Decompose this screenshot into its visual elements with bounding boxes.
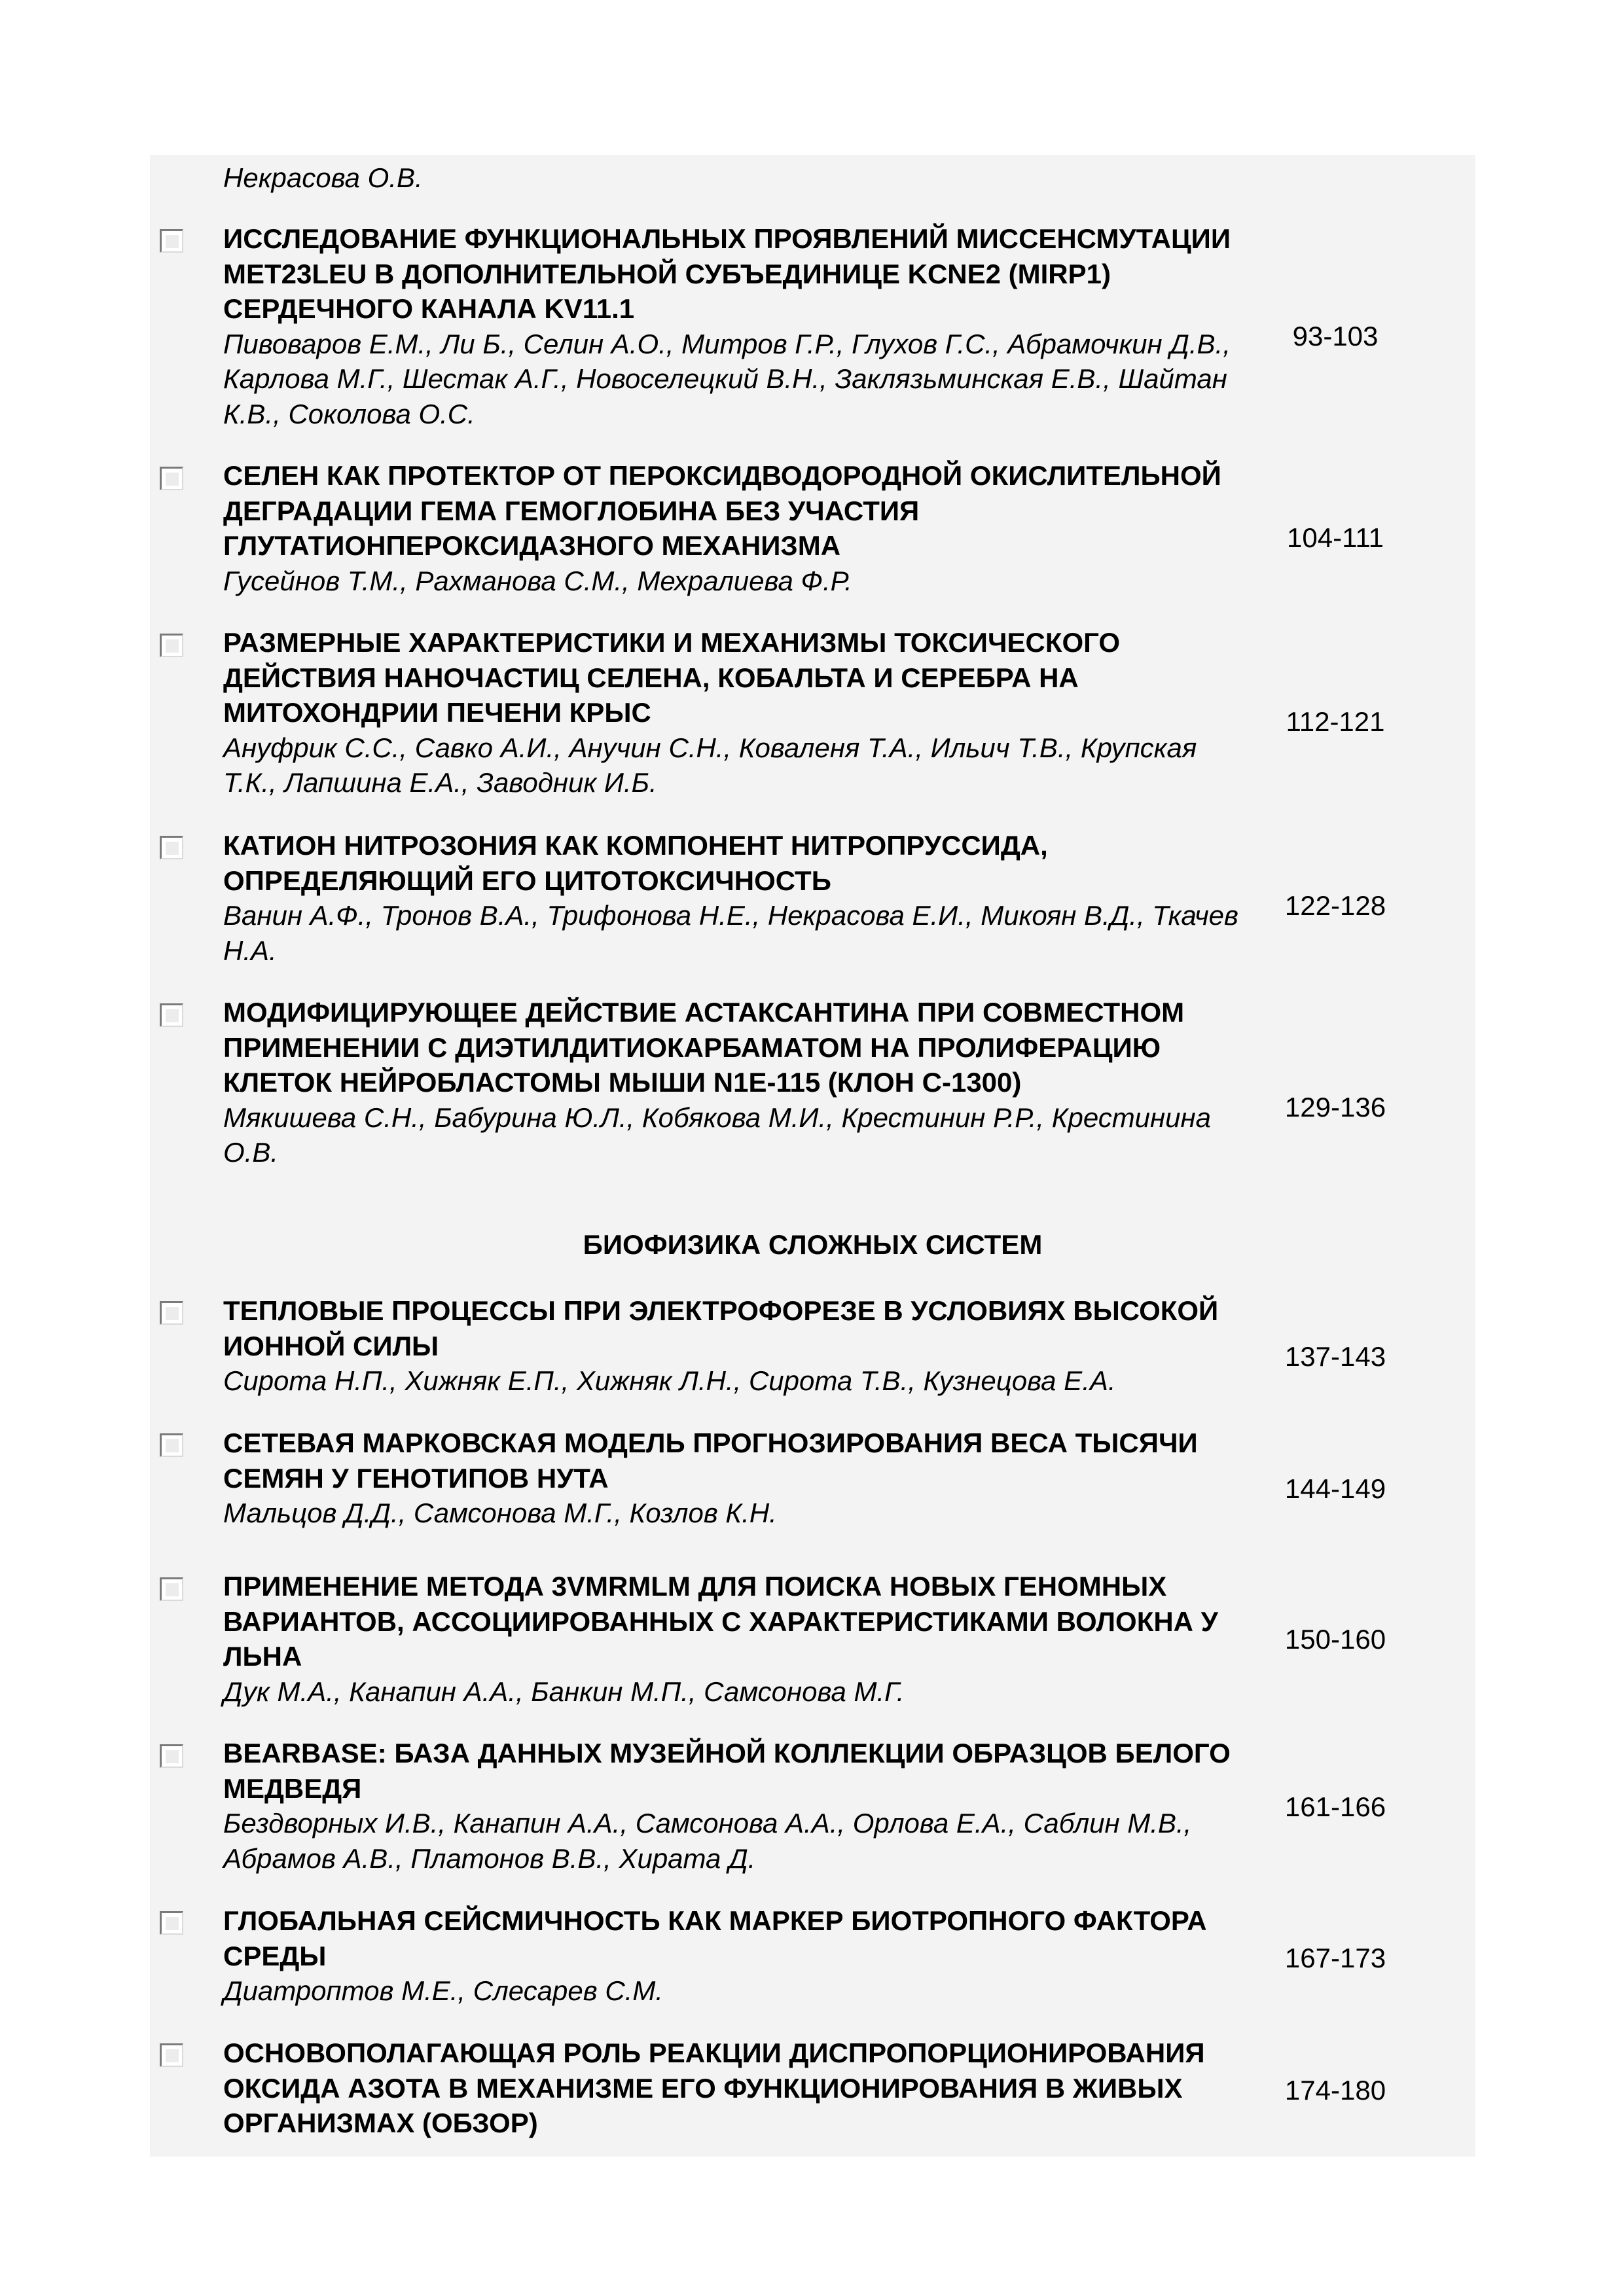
entry-checkbox[interactable] [160,229,183,253]
page-range: 167-173 [1284,1943,1386,1973]
article-title[interactable]: ПРИМЕНЕНИЕ МЕТОДА 3VMRMLM ДЛЯ ПОИСКА НОВЫХ ГЕНОМНЫХ ВАРИАНТОВ, АССОЦИИРОВАННЫХ С ХАРАКТЕРИСТИКАМИ ВОЛОКНА У ЛЬНА [223,1571,1218,1672]
article-authors: Мякишева С.Н., Бабурина Ю.Л., Кобякова М.И., Крестинин Р.Р., Крестинина О.В. [223,1102,1211,1168]
article-authors: Дук М.А., Канапин А.А., Банкин М.П., Самсонова М.Г. [223,1676,905,1707]
article-authors: Сирота Н.П., Хижняк Е.П., Хижняк Л.Н., Сирота Т.В., Кузнецова Е.А. [223,1365,1116,1396]
article-title[interactable]: ИССЛЕДОВАНИЕ ФУНКЦИОНАЛЬНЫХ ПРОЯВЛЕНИЙ МИССЕНСМУТАЦИИ MET23LEU В ДОПОЛНИТЕЛЬНОЙ СУБЪЕДИНИЦЕ KCNE2 (MIRP1) СЕРДЕЧНОГО КАНАЛА KV11.1 [223,223,1231,324]
entry-checkbox[interactable] [160,634,183,657]
toc-entry [223,1426,1244,1531]
article-title[interactable]: РАЗМЕРНЫЕ ХАРАКТЕРИСТИКИ И МЕХАНИЗМЫ ТОКСИЧЕСКОГО ДЕЙСТВИЯ НАНОЧАСТИЦ СЕЛЕНА, КОБАЛЬТА И СЕРЕБРА НА МИТОХОНДРИИ ПЕЧЕНИ КРЫС [223,627,1121,728]
page-range: 144-149 [1284,1473,1386,1504]
article-title[interactable]: BEARBASE: БАЗА ДАННЫХ МУЗЕЙНОЙ КОЛЛЕКЦИИ ОБРАЗЦОВ БЕЛОГО МЕДВЕДЯ [223,1738,1231,1804]
page-range: 174-180 [1284,2075,1386,2106]
article-title[interactable]: СЕТЕВАЯ МАРКОВСКАЯ МОДЕЛЬ ПРОГНОЗИРОВАНИЯ ВЕСА ТЫСЯЧИ СЕМЯН У ГЕНОТИПОВ НУТА [223,1427,1198,1494]
page-range: 150-160 [1284,1624,1386,1655]
article-authors: Мальцов Д.Д., Самсонова М.Г., Козлов К.Н. [223,1498,777,1528]
article-authors: Ванин А.Ф., Тронов В.А., Трифонова Н.Е., Некрасова Е.И., Микоян В.Д., Ткачев Н.А. [223,900,1238,966]
section-heading: БИОФИЗИКА СЛОЖНЫХ СИСТЕМ [583,1229,1043,1260]
toc-entry [223,458,1244,598]
toc-entry [223,2036,1244,2141]
article-title[interactable]: ТЕПЛОВЫЕ ПРОЦЕССЫ ПРИ ЭЛЕКТРОФОРЕЗЕ В УСЛОВИЯХ ВЫСОКОЙ ИОННОЙ СИЛЫ [223,1295,1219,1361]
toc-entry [223,1736,1244,1876]
article-title[interactable]: СЕЛЕН КАК ПРОТЕКТОР ОТ ПЕРОКСИДВОДОРОДНОЙ ОКИСЛИТЕЛЬНОЙ ДЕГРАДАЦИИ ГЕМА ГЕМОГЛОБИНА БЕЗ УЧАСТИЯ ГЛУТАТИОНПЕРОКСИДАЗНОГО МЕХАНИЗМА [223,460,1221,561]
article-authors: Бездворных И.В., Канапин А.А., Самсонова А.А., Орлова Е.А., Саблин М.В., Абрамов А.В., Платонов В.В., Хирата Д. [223,1808,1192,1874]
toc-entry [223,1903,1244,2009]
article-authors: Пивоваров Е.М., Ли Б., Селин А.О., Митров Г.Р., Глухов Г.С., Абрамочкин Д.В., Карлова М.Г., Шестак А.Г., Новоселецкий В.Н., Заклязьминская Е.В., Шайтан К.В., Соколова О.С. [223,328,1231,429]
page-range: 104-111 [1287,522,1384,553]
toc-entry [223,828,1244,968]
entry-checkbox[interactable] [160,1577,183,1601]
article-title[interactable]: КАТИОН НИТРОЗОНИЯ КАК КОМПОНЕНТ НИТРОПРУССИДА, ОПРЕДЕЛЯЮЩИЙ ЕГО ЦИТОТОКСИЧНОСТЬ [223,830,1048,896]
entry-checkbox[interactable] [160,836,183,859]
toc-entry [223,995,1244,1170]
toc-entry [223,1293,1244,1399]
toc-entry [223,625,1244,800]
entry-checkbox[interactable] [160,1911,183,1935]
article-title[interactable]: МОДИФИЦИРУЮЩЕЕ ДЕЙСТВИЕ АСТАКСАНТИНА ПРИ СОВМЕСТНОМ ПРИМЕНЕНИИ С ДИЭТИЛДИТИОКАРБАМАТОМ НА ПРОЛИФЕРАЦИЮ КЛЕТОК НЕЙРОБЛАСТОМЫ МЫШИ N1E-115 (КЛОН C-1300) [223,997,1185,1098]
page-range: 129-136 [1284,1092,1386,1122]
entry-checkbox[interactable] [160,2043,183,2067]
article-authors: Ануфрик С.С., Савко А.И., Анучин С.Н., Коваленя Т.А., Ильич Т.В., Крупская Т.К., Лапшина Е.А., Заводник И.Б. [223,732,1197,798]
article-title[interactable]: ГЛОБАЛЬНАЯ СЕЙСМИЧНОСТЬ КАК МАРКЕР БИОТРОПНОГО ФАКТОРА СРЕДЫ [223,1905,1207,1971]
authors-continued: Некрасова О.В. [223,162,423,193]
toc-entry [223,1569,1244,1709]
article-title[interactable]: ОСНОВОПОЛАГАЮЩАЯ РОЛЬ РЕАКЦИИ ДИСПРОПОРЦИОНИРОВАНИЯ ОКСИДА АЗОТА В МЕХАНИЗМЕ ЕГО ФУНКЦИОНИРОВАНИЯ В ЖИВЫХ ОРГАНИЗМАХ (ОБЗОР) [223,2037,1205,2138]
page-range: 137-143 [1284,1341,1386,1372]
page-range: 112-121 [1286,706,1385,737]
page-range: 161-166 [1284,1791,1386,1822]
entry-checkbox[interactable] [160,1003,183,1027]
article-authors: Гусейнов Т.М., Рахманова С.М., Мехралиева Ф.Р. [223,565,852,596]
page-range: 122-128 [1284,890,1386,921]
toc-entry [223,221,1244,431]
entry-checkbox[interactable] [160,1433,183,1457]
page-range: 93-103 [1292,321,1379,351]
entry-checkbox[interactable] [160,1301,183,1325]
entry-checkbox[interactable] [160,1744,183,1768]
article-authors: Диатроптов М.Е., Слесарев С.М. [223,1975,663,2006]
entry-checkbox[interactable] [160,467,183,490]
